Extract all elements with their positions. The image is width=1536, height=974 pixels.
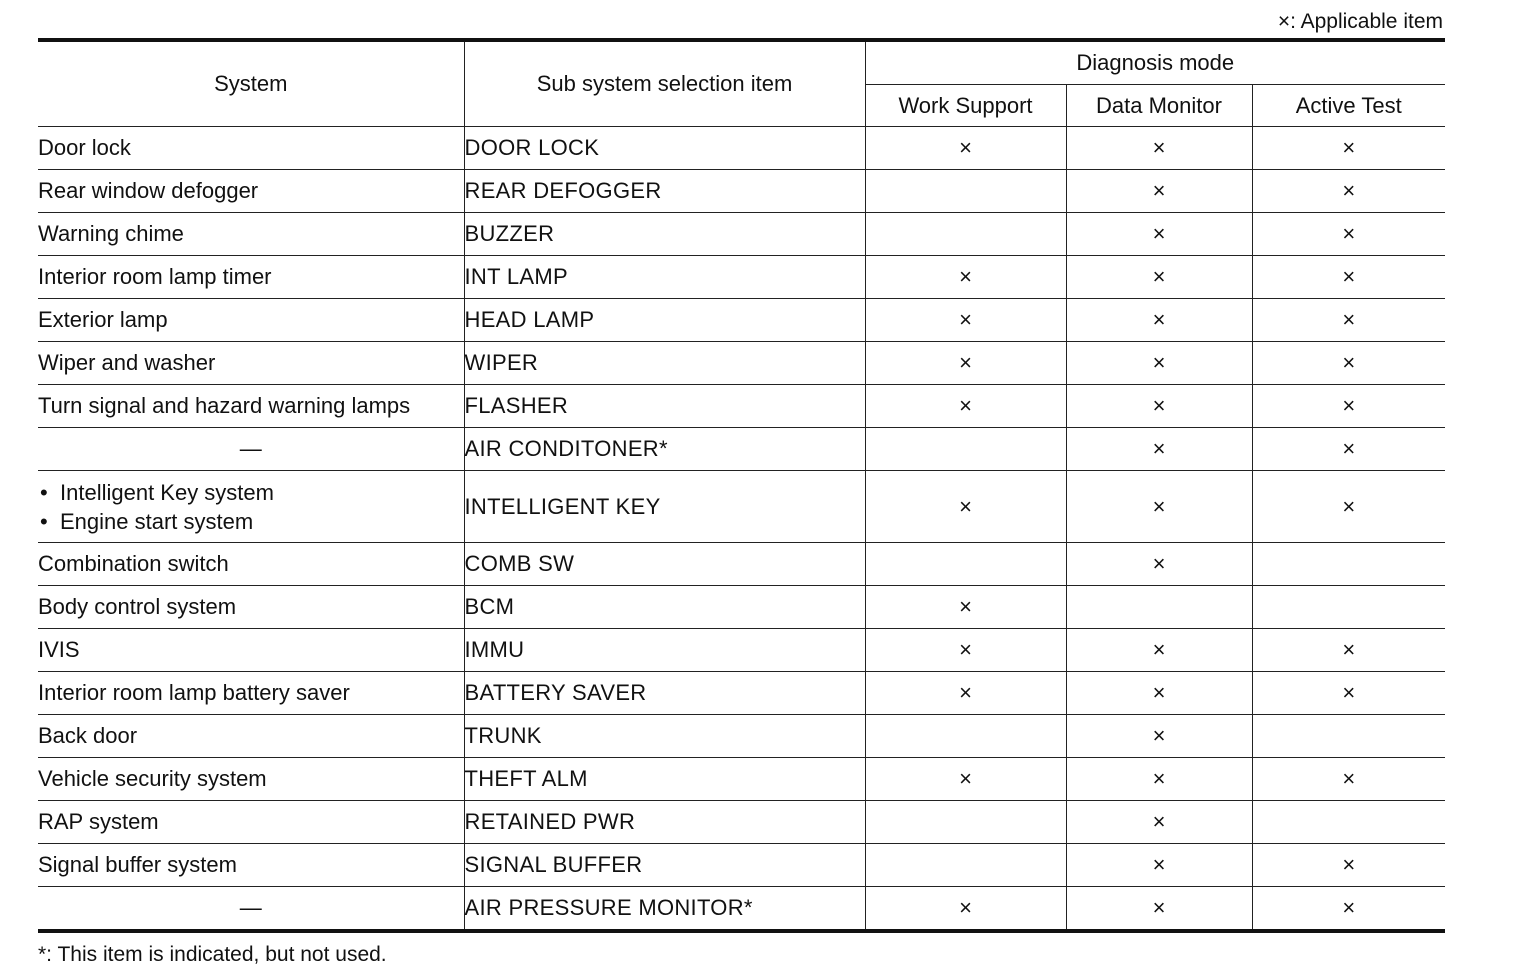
sub-system-cell: BUZZER (464, 213, 865, 256)
table-row (38, 342, 1445, 385)
system-cell: RAP system (38, 801, 464, 844)
diagnosis-mode-table (38, 38, 1445, 933)
data-monitor-mark: × (1066, 887, 1252, 932)
data-monitor-mark: × (1066, 672, 1252, 715)
work-support-mark: × (865, 471, 1066, 543)
active-test-mark: × (1252, 170, 1445, 213)
system-cell: Back door (38, 715, 464, 758)
system-cell: Interior room lamp battery saver (38, 672, 464, 715)
sub-system-cell: THEFT ALM (464, 758, 865, 801)
data-monitor-mark: × (1066, 170, 1252, 213)
active-test-mark: × (1252, 385, 1445, 428)
active-test-mark: × (1252, 342, 1445, 385)
sub-system-cell: TRUNK (464, 715, 865, 758)
active-test-mark (1252, 801, 1445, 844)
system-cell: Warning chime (38, 213, 464, 256)
data-monitor-mark: × (1066, 801, 1252, 844)
work-support-mark (865, 170, 1066, 213)
system-cell: Body control system (38, 586, 464, 629)
work-support-mark (865, 428, 1066, 471)
work-support-mark (865, 213, 1066, 256)
system-cell: Interior room lamp timer (38, 256, 464, 299)
active-test-mark: × (1252, 471, 1445, 543)
work-support-mark: × (865, 586, 1066, 629)
header-active-test: Active Test (1252, 85, 1445, 127)
table-row (38, 471, 1445, 543)
active-test-mark (1252, 715, 1445, 758)
work-support-mark: × (865, 887, 1066, 932)
table-row (38, 586, 1445, 629)
table-row (38, 715, 1445, 758)
work-support-mark (865, 715, 1066, 758)
data-monitor-mark: × (1066, 342, 1252, 385)
system-cell: Rear window defogger (38, 170, 464, 213)
data-monitor-mark: × (1066, 758, 1252, 801)
system-cell: Vehicle security system (38, 758, 464, 801)
work-support-mark: × (865, 342, 1066, 385)
work-support-mark: × (865, 127, 1066, 170)
table-row (38, 629, 1445, 672)
data-monitor-mark: × (1066, 471, 1252, 543)
active-test-mark: × (1252, 844, 1445, 887)
table-row (38, 887, 1445, 932)
work-support-mark: × (865, 758, 1066, 801)
header-work-support: Work Support (865, 85, 1066, 127)
sub-system-cell: DOOR LOCK (464, 127, 865, 170)
data-monitor-mark: × (1066, 844, 1252, 887)
table-row (38, 801, 1445, 844)
sub-system-cell: INT LAMP (464, 256, 865, 299)
system-cell: Wiper and washer (38, 342, 464, 385)
work-support-mark: × (865, 672, 1066, 715)
system-bullet-item: • Engine start system (38, 507, 464, 536)
work-support-mark (865, 844, 1066, 887)
table-row (38, 672, 1445, 715)
table-row (38, 758, 1445, 801)
footnote: *: This item is indicated, but not used. (38, 943, 387, 966)
legend-note: ×: Applicable item (1277, 10, 1443, 33)
sub-system-cell: SIGNAL BUFFER (464, 844, 865, 887)
data-monitor-mark (1066, 586, 1252, 629)
system-cell: Door lock (38, 127, 464, 170)
active-test-mark: × (1252, 127, 1445, 170)
system-cell: — (38, 887, 464, 932)
active-test-mark: × (1252, 887, 1445, 932)
table-row (38, 213, 1445, 256)
system-bullet-list (38, 478, 464, 536)
data-monitor-mark: × (1066, 543, 1252, 586)
data-monitor-mark: × (1066, 715, 1252, 758)
active-test-mark: × (1252, 629, 1445, 672)
system-cell (38, 471, 464, 543)
sub-system-cell: FLASHER (464, 385, 865, 428)
sub-system-cell: REAR DEFOGGER (464, 170, 865, 213)
data-monitor-mark: × (1066, 256, 1252, 299)
sub-system-cell: AIR PRESSURE MONITOR* (464, 887, 865, 932)
data-monitor-mark: × (1066, 299, 1252, 342)
sub-system-cell: BATTERY SAVER (464, 672, 865, 715)
sub-system-cell: INTELLIGENT KEY (464, 471, 865, 543)
active-test-mark: × (1252, 299, 1445, 342)
system-cell: Combination switch (38, 543, 464, 586)
work-support-mark: × (865, 385, 1066, 428)
data-monitor-mark: × (1066, 629, 1252, 672)
active-test-mark: × (1252, 213, 1445, 256)
system-cell: Exterior lamp (38, 299, 464, 342)
system-cell: Turn signal and hazard warning lamps (38, 385, 464, 428)
active-test-mark (1252, 586, 1445, 629)
system-cell: — (38, 428, 464, 471)
work-support-mark: × (865, 629, 1066, 672)
sub-system-cell: BCM (464, 586, 865, 629)
header-diagnosis-mode: Diagnosis mode (865, 40, 1445, 85)
sub-system-cell: HEAD LAMP (464, 299, 865, 342)
table-row (38, 844, 1445, 887)
table-body (38, 127, 1445, 932)
table-row (38, 170, 1445, 213)
active-test-mark: × (1252, 672, 1445, 715)
table-row (38, 385, 1445, 428)
sub-system-cell: COMB SW (464, 543, 865, 586)
active-test-mark: × (1252, 428, 1445, 471)
header-system: System (38, 40, 464, 127)
table-row (38, 299, 1445, 342)
system-cell: Signal buffer system (38, 844, 464, 887)
work-support-mark (865, 801, 1066, 844)
system-cell: IVIS (38, 629, 464, 672)
table-row (38, 428, 1445, 471)
active-test-mark: × (1252, 758, 1445, 801)
header-sub-system: Sub system selection item (464, 40, 865, 127)
table-row (38, 127, 1445, 170)
work-support-mark (865, 543, 1066, 586)
sub-system-cell: IMMU (464, 629, 865, 672)
sub-system-cell: WIPER (464, 342, 865, 385)
work-support-mark: × (865, 299, 1066, 342)
table-row (38, 256, 1445, 299)
data-monitor-mark: × (1066, 385, 1252, 428)
system-bullet-item: • Intelligent Key system (38, 478, 464, 507)
data-monitor-mark: × (1066, 428, 1252, 471)
active-test-mark (1252, 543, 1445, 586)
table-row (38, 543, 1445, 586)
header-row (38, 40, 1445, 85)
data-monitor-mark: × (1066, 127, 1252, 170)
work-support-mark: × (865, 256, 1066, 299)
data-monitor-mark: × (1066, 213, 1252, 256)
header-data-monitor: Data Monitor (1066, 85, 1252, 127)
active-test-mark: × (1252, 256, 1445, 299)
sub-system-cell: AIR CONDITONER* (464, 428, 865, 471)
sub-system-cell: RETAINED PWR (464, 801, 865, 844)
